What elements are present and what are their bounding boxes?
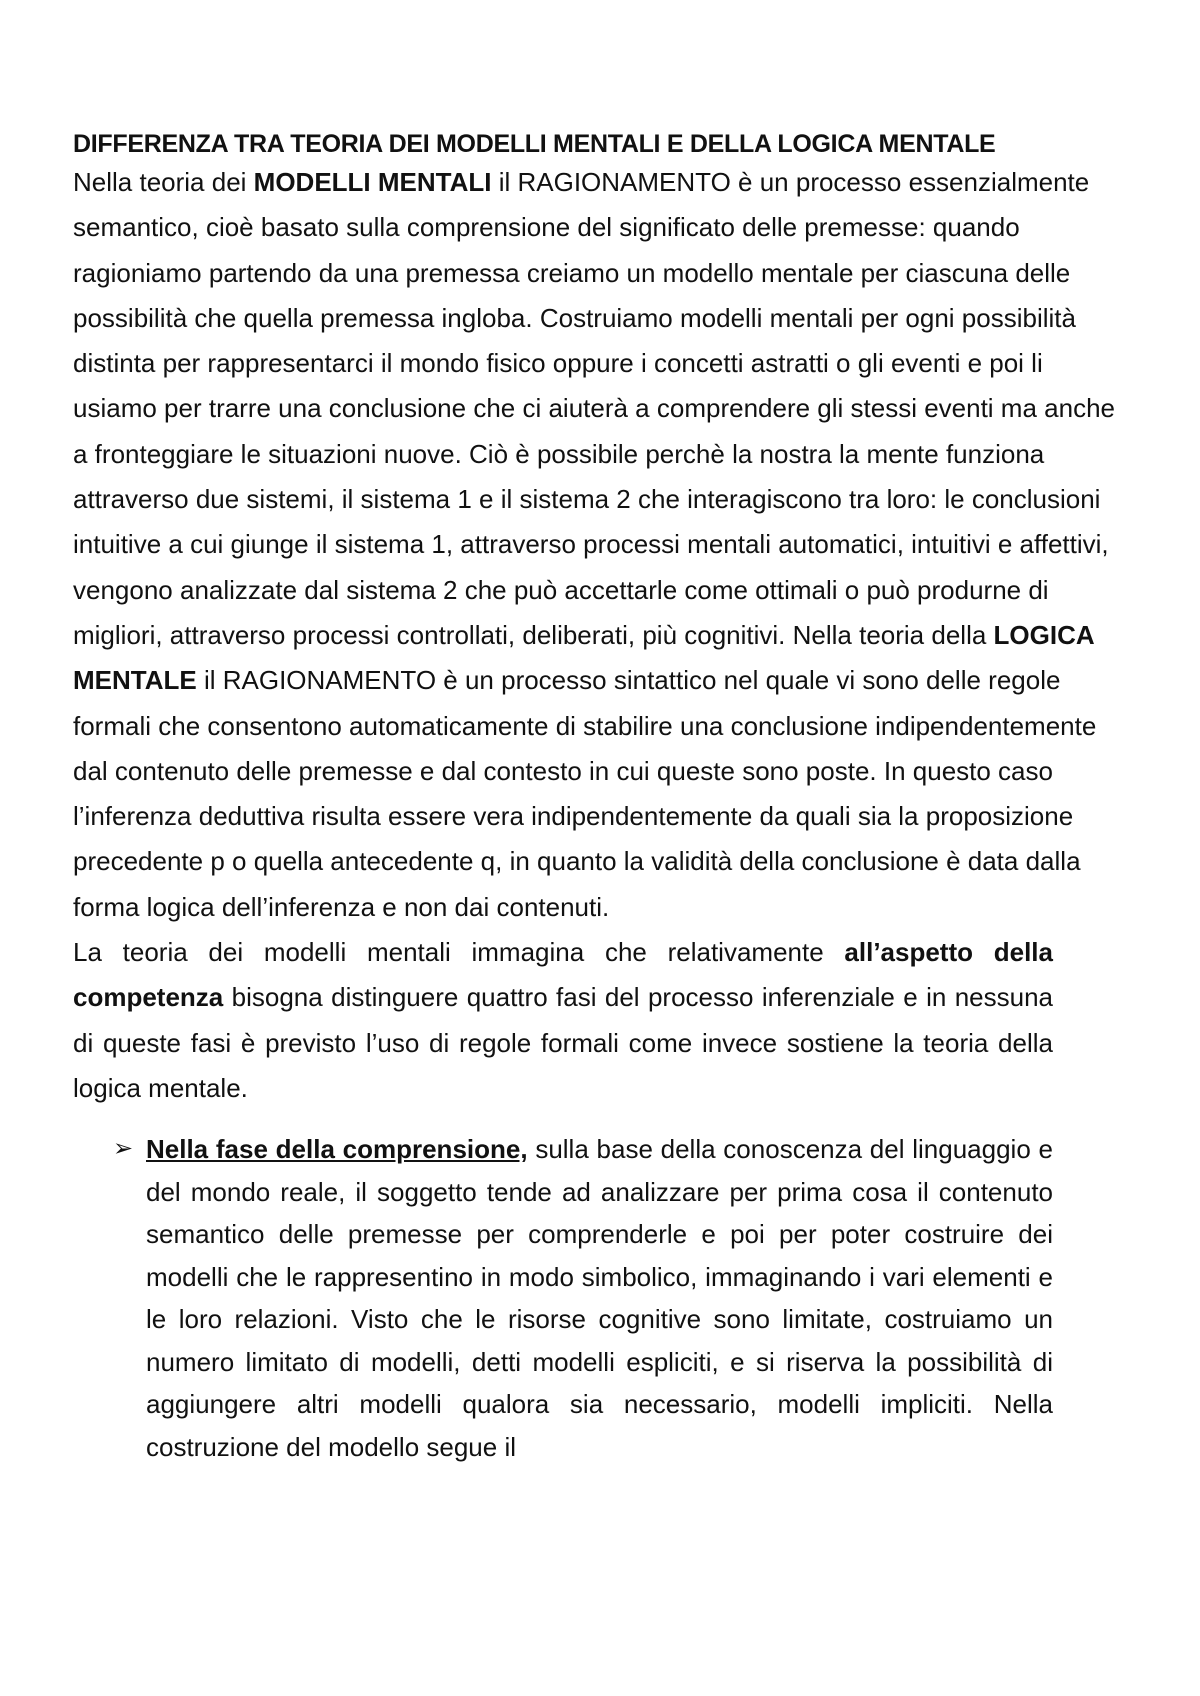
paragraph-competence (73, 930, 1053, 1111)
text-run: La teoria dei modelli mentali immagina che relativamente (73, 937, 845, 968)
bullet-item-comprensione (73, 1128, 1053, 1468)
text-run: Nella teoria dei (73, 167, 254, 197)
bold-term-logica-mentale: LOGICA MENTALE (73, 619, 1094, 696)
text-run: sulla base della conoscenza del linguaggio e del mondo reale, il soggetto tende ad analizzare per prima cosa il contenuto semantico delle premesse per comprenderle e poi per poter costruire dei modelli che le rappresentino in modo simbolico, immaginando i vari elementi e le loro relazioni. Visto che le risorse cognitive sono limitate, costruiamo un numero limitato di modelli, detti modelli espliciti, e si riserva la possibilità di aggiungere altri modelli qualora sia necessario, modelli impliciti. Nella costruzione del modello segue il (146, 1134, 1053, 1462)
text-run: il RAGIONAMENTO è un processo essenzialmente semantico, cioè basato sulla comprensione del significato delle premesse: quando ragioniamo partendo da una premessa creiamo un modello mentale per ciascuna delle possibilità che quella premessa ingloba. Costruiamo modelli mentali per ogni possibilità distinta per rappresentarci il mondo fisico oppure i concetti astratti o gli eventi e poi li usiamo per trarre una conclusione che ci aiuterà a comprendere gli stessi eventi ma anche a fronteggiare le situazioni nuove. Ciò è possibile perchè la nostra la mente funziona attraverso due sistemi, il sistema 1 e il sistema 2 che interagiscono tra loro: le conclusioni intuitive a cui giunge il sistema 1, attraverso processi mentali automatici, intuitivi e affettivi, vengono analizzate dal sistema 2 che può accettarle come ottimali o può produrne di migliori, attraverso processi controllati, deliberati, più cognitivi. Nella teoria della (73, 167, 1115, 650)
document-title: DIFFERENZA TRA TEORIA DEI MODELLI MENTALI E DELLA LOGICA MENTALE (73, 130, 996, 158)
paragraph-models-vs-logic (73, 160, 1125, 930)
document-page (73, 128, 1125, 1468)
arrow-bullet-icon: ➢ (113, 1135, 134, 1163)
text-run: bisogna distinguere quattro fasi del processo inferenziale e in nessuna di queste fasi è previsto l’uso di regole formali come invece sostiene la teoria della logica mentale. (73, 982, 1053, 1103)
bullet-heading: Nella fase della comprensione, (146, 1134, 528, 1165)
bold-term-modelli-mentali: MODELLI MENTALI (253, 167, 492, 197)
text-run: il RAGIONAMENTO è un processo sintattico nel quale vi sono delle regole formali che consentono automaticamente di stabilire una conclusione indipendentemente dal contenuto delle premesse e dal contesto in cui queste sono poste. In questo caso l’inferenza deduttiva risulta essere vera indipendentemente da quali sia la proposizione precedente p o quella antecedente q, in quanto la validità della conclusione è data dalla forma logica dell’inferenza e non dai contenuti. (73, 665, 1097, 922)
bullet-paragraph (146, 1128, 1053, 1468)
bold-term-competenza: all’aspetto della competenza (73, 937, 1053, 1013)
